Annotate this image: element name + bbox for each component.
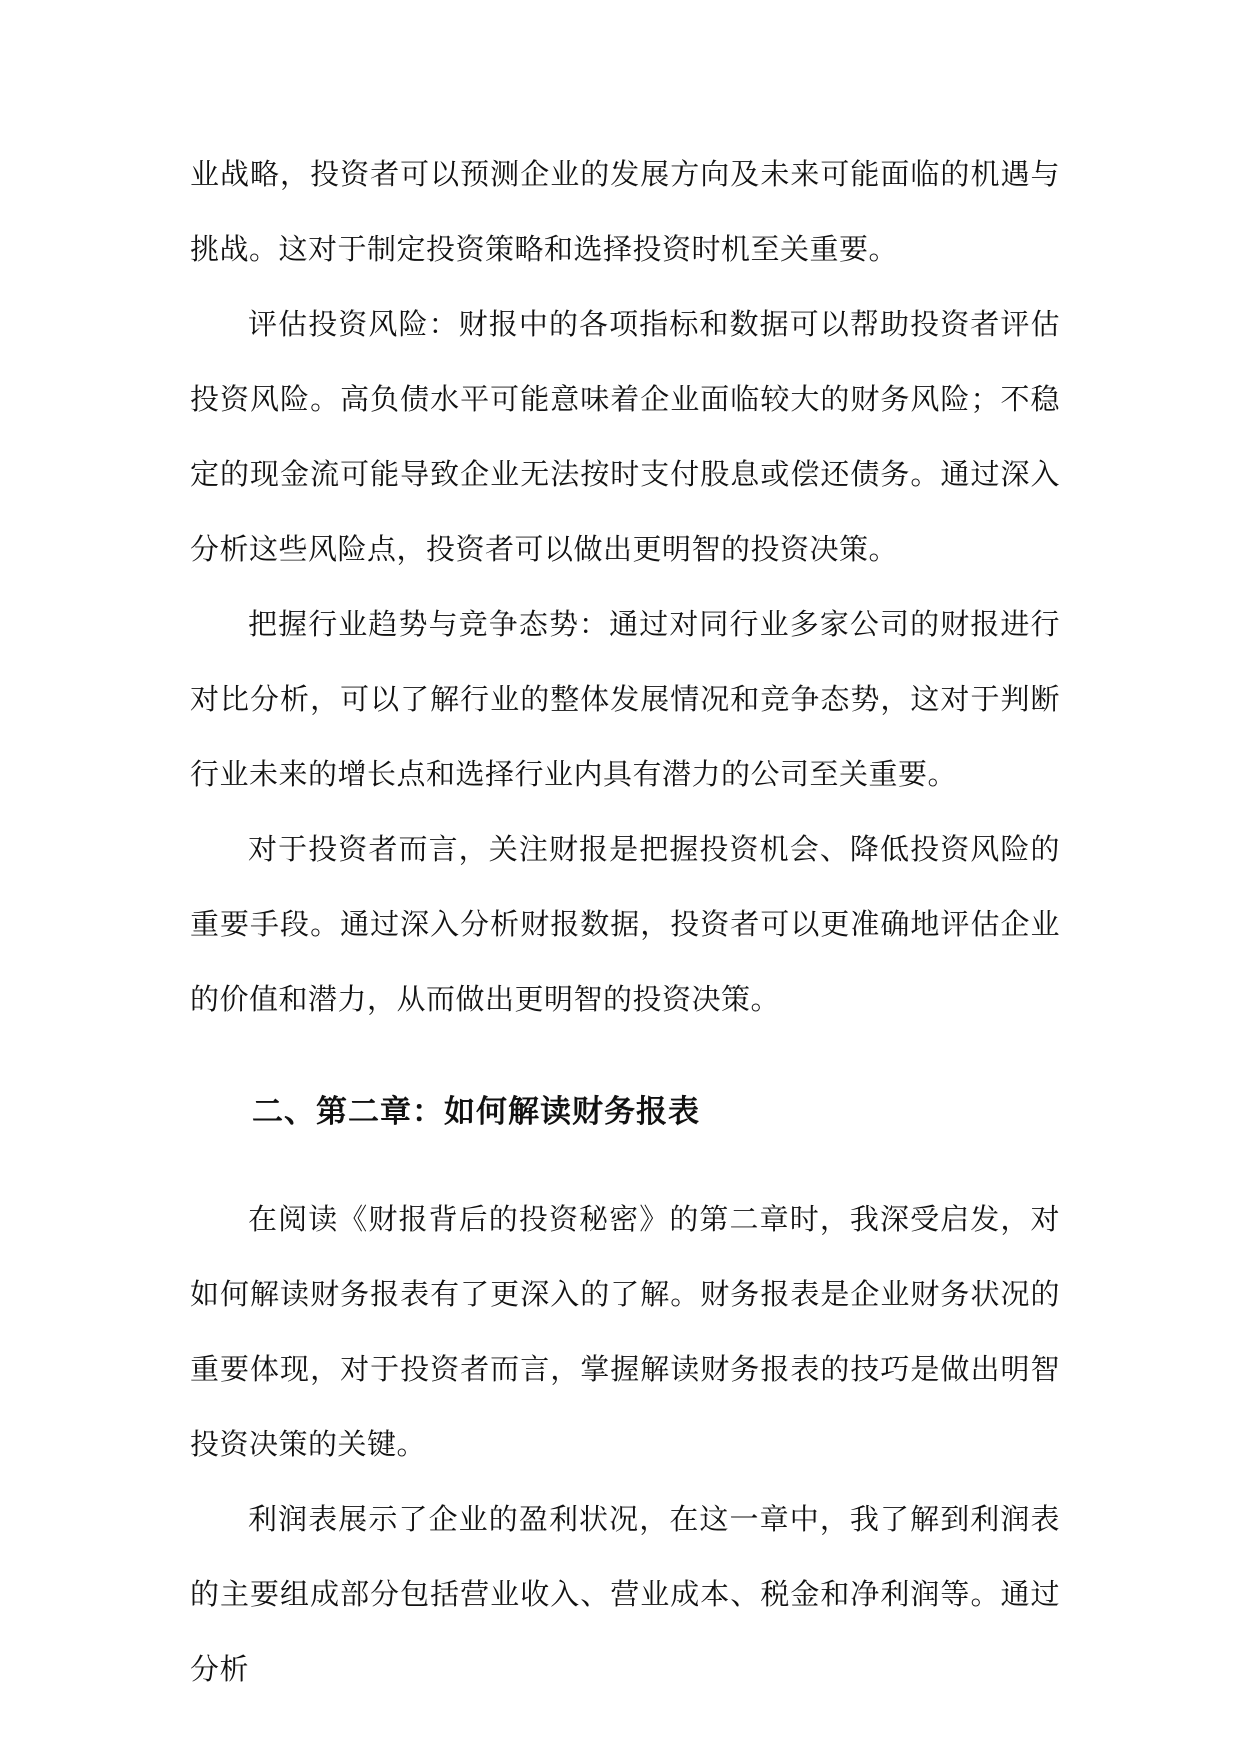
paragraph-strategy-continuation: 业战略，投资者可以预测企业的发展方向及未来可能面临的机遇与挑战。这对于制定投资策略和选择投资时机至关重要。	[190, 157, 1060, 266]
paragraph-investment-risk: 评估投资风险：财报中的各项指标和数据可以帮助投资者评估投资风险。高负债水平可能意味着企业面临较大的财务风险；不稳定的现金流可能导致企业无法按时支付股息或偿还债务。通过深入分析这些风险点，投资者可以做出更明智的投资决策。	[190, 307, 1060, 566]
chapter-two-heading: 二、第二章：如何解读财务报表	[252, 1094, 700, 1130]
paragraph-chapter-two-intro: 在阅读《财报背后的投资秘密》的第二章时，我深受启发，对如何解读财务报表有了更深入的了解。财务报表是企业财务状况的重要体现，对于投资者而言，掌握解读财务报表的技巧是做出明智投资决策的关键。	[190, 1202, 1060, 1461]
paragraph-investor-summary: 对于投资者而言，关注财报是把握投资机会、降低投资风险的重要手段。通过深入分析财报数据，投资者可以更准确地评估企业的价值和潜力，从而做出更明智的投资决策。	[190, 832, 1060, 1016]
paragraph-industry-trends: 把握行业趋势与竞争态势：通过对同行业多家公司的财报进行对比分析，可以了解行业的整体发展情况和竞争态势，这对于判断行业未来的增长点和选择行业内具有潜力的公司至关重要。	[190, 607, 1060, 791]
paragraph-income-statement: 利润表展示了企业的盈利状况，在这一章中，我了解到利润表的主要组成部分包括营业收入、营业成本、税金和净利润等。通过分析	[190, 1502, 1060, 1686]
